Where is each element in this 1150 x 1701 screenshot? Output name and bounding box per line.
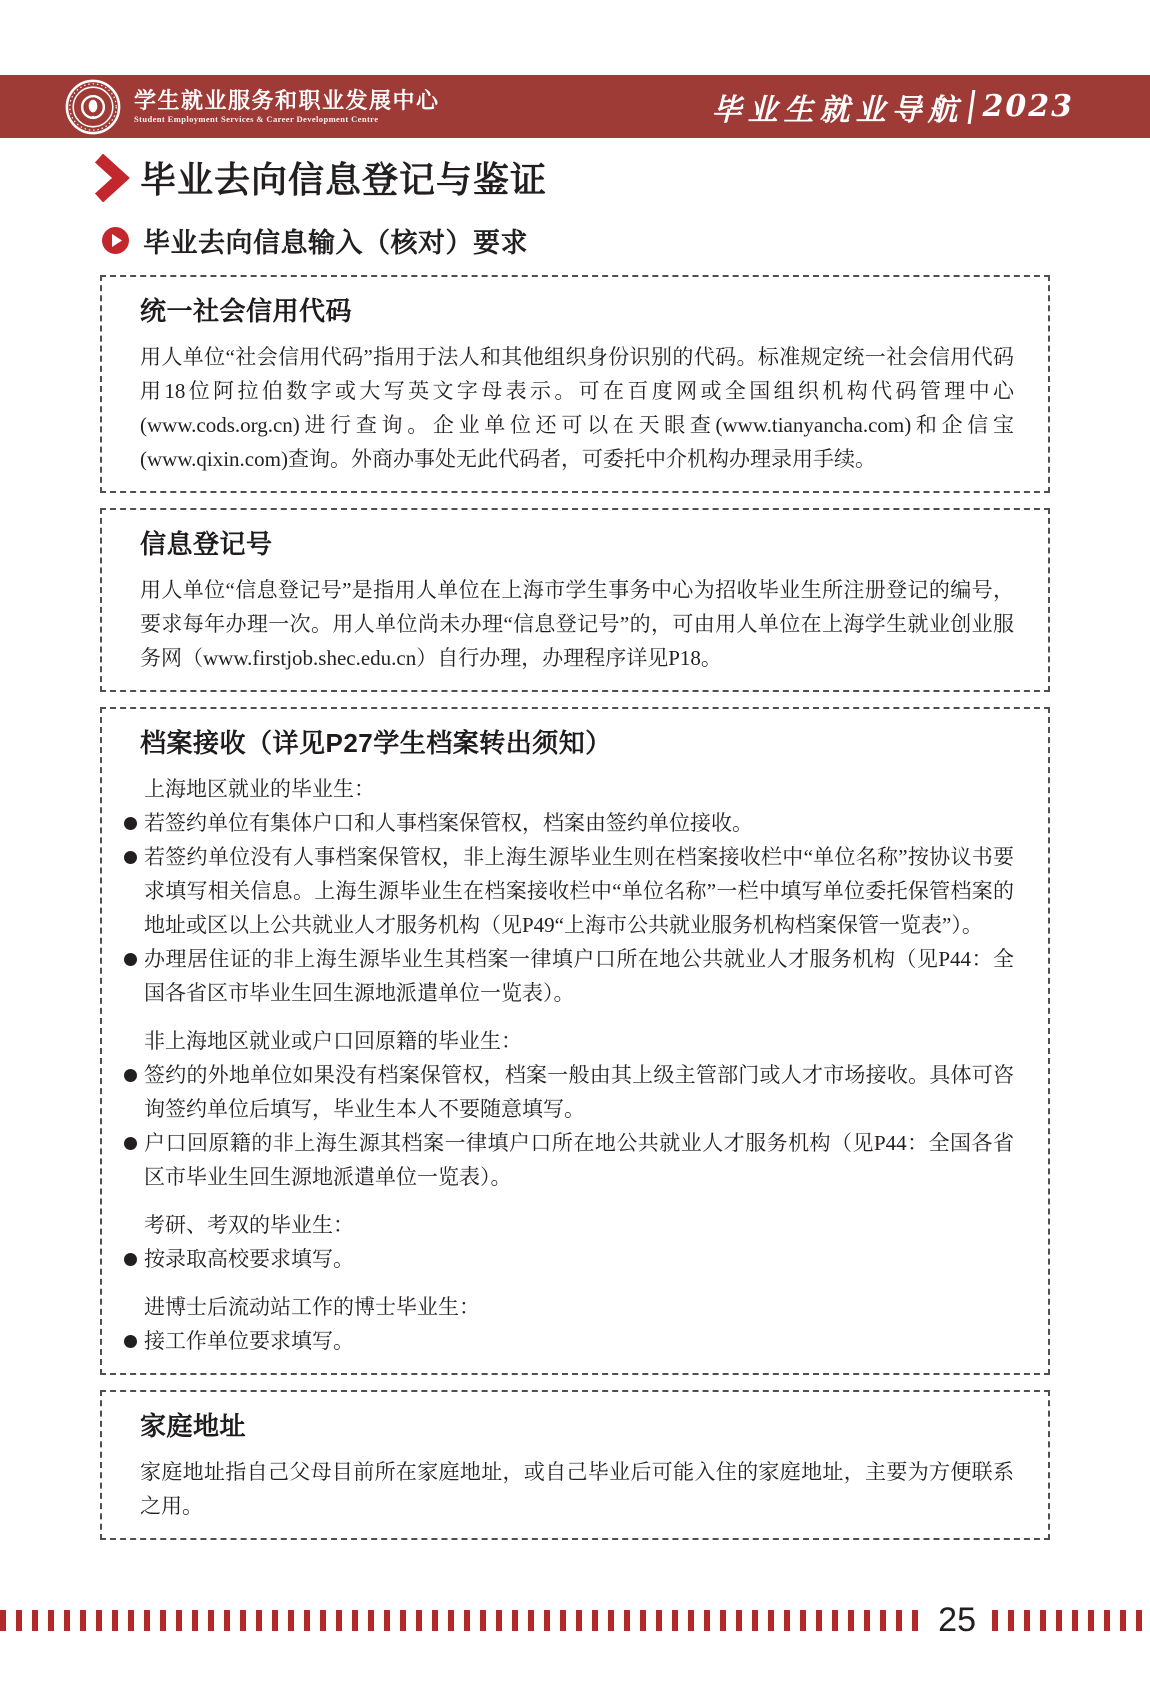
bullet-text: 办理居住证的非上海生源毕业生其档案一律填户口所在地公共就业人才服务机构（见P44：全国各省区市毕业生回生源地派遣单位一览表）。: [144, 947, 1014, 1005]
box-paragraph: 用人单位“社会信用代码”指用于法人和其他组织身份识别的代码。标准规定统一社会信用代码用18位阿拉伯数字或大写英文字母表示。可在百度网或全国组织机构代码管理中心(www.cods.org.cn)进行查询。企业单位还可以在天眼查(www.tianyancha.com)和企信宝(www.qixin.com)查询。外商办事处无此代码者，可委托中介机构办理录用手续。: [140, 345, 1014, 471]
box-heading: 档案接收（详见P27学生档案转出须知）: [140, 728, 612, 758]
group-label: 非上海地区就业或户口回原籍的毕业生：: [144, 1029, 522, 1053]
bullet-text: 按录取高校要求填写。: [144, 1247, 354, 1271]
info-box-home-address: [100, 1390, 1050, 1540]
box-paragraph: 家庭地址指自己父母目前所在家庭地址，或自己毕业后可能入住的家庭地址，主要为方便联系之用。: [140, 1460, 1014, 1518]
bullet-text: 户口回原籍的非上海生源其档案一律填户口所在地公共就业人才服务机构（见P44：全国各省区市毕业生回生源地派遣单位一览表）。: [144, 1131, 1014, 1189]
bullet-dot-icon: [124, 1335, 137, 1348]
group-label: 上海地区就业的毕业生：: [144, 777, 375, 801]
org-identity: [134, 88, 440, 125]
info-box-registration-number: [100, 508, 1050, 692]
info-box-archive-reception: [100, 707, 1050, 1375]
box-heading: 家庭地址: [140, 1411, 247, 1441]
box-heading: 信息登记号: [140, 529, 273, 559]
page-subtitle: 毕业去向信息输入（核对）要求: [143, 228, 528, 258]
page-content: [100, 152, 1050, 1540]
university-seal-icon: [64, 78, 122, 136]
subtitle-row: [102, 221, 1050, 260]
bullet-text: 若签约单位有集体户口和人事档案保管权，档案由签约单位接收。: [144, 811, 753, 835]
footer-tick-pattern-right: [992, 1610, 1150, 1631]
bullet-item: [122, 1324, 1014, 1358]
box-heading: 统一社会信用代码: [140, 296, 353, 326]
bullet-dot-icon: [124, 953, 137, 966]
bullet-dot-icon: [124, 1253, 137, 1266]
bullet-item: [122, 840, 1014, 942]
box-paragraph: 用人单位“信息登记号”是指用人单位在上海市学生事务中心为招收毕业生所注册登记的编号，要求每年办理一次。用人单位尚未办理“信息登记号”的，可由用人单位在上海学生就业创业服务网（www.firstjob.shec.edu.cn）自行办理，办理程序详见P18。: [140, 578, 1014, 670]
bullet-item: [122, 806, 1014, 840]
bullet-item: [122, 1242, 1014, 1276]
info-box-credit-code: [100, 275, 1050, 493]
bullet-text: 若签约单位没有人事档案保管权，非上海生源毕业生则在档案接收栏中“单位名称”按协议书要求填写相关信息。上海生源毕业生在档案接收栏中“单位名称”一栏中填写单位委托保管档案的地址或区以上公共就业人才服务机构（见P49“上海市公共就业服务机构档案保管一览表”）。: [144, 845, 1014, 937]
bullet-dot-icon: [124, 1137, 137, 1150]
page-title-row: [100, 152, 1050, 203]
bullet-item: [122, 1058, 1014, 1126]
bullet-text: 接工作单位要求填写。: [144, 1329, 354, 1353]
bullet-item: [122, 1126, 1014, 1194]
banner-title: 毕业生就业导航: [711, 92, 964, 128]
org-name-en: Student Employment Services & Career Development Centre: [134, 114, 379, 125]
page-number: 25: [938, 1601, 976, 1639]
page-footer: [0, 1601, 1150, 1639]
chevron-right-icon: [94, 154, 132, 202]
group-label: 进博士后流动站工作的博士毕业生：: [144, 1295, 480, 1319]
banner: [712, 85, 1075, 129]
group-label: 考研、考双的毕业生：: [144, 1213, 354, 1237]
bullet-dot-icon: [124, 817, 137, 830]
banner-year: 2023: [982, 89, 1074, 124]
page-title: 毕业去向信息登记与鉴证: [140, 159, 548, 200]
bullet-dot-icon: [124, 1069, 137, 1082]
header-bar: [0, 75, 1150, 138]
bullet-item: [122, 942, 1014, 1010]
bullet-text: 签约的外地单位如果没有档案保管权，档案一般由其上级主管部门或人才市场接收。具体可咨询签约单位后填写，毕业生本人不要随意填写。: [144, 1063, 1014, 1121]
bullet-dot-icon: [124, 851, 137, 864]
play-circle-icon: [102, 227, 129, 254]
org-name-zh: 学生就业服务和职业发展中心: [134, 87, 440, 113]
banner-divider: [967, 90, 975, 124]
footer-tick-pattern-left: [0, 1610, 918, 1631]
